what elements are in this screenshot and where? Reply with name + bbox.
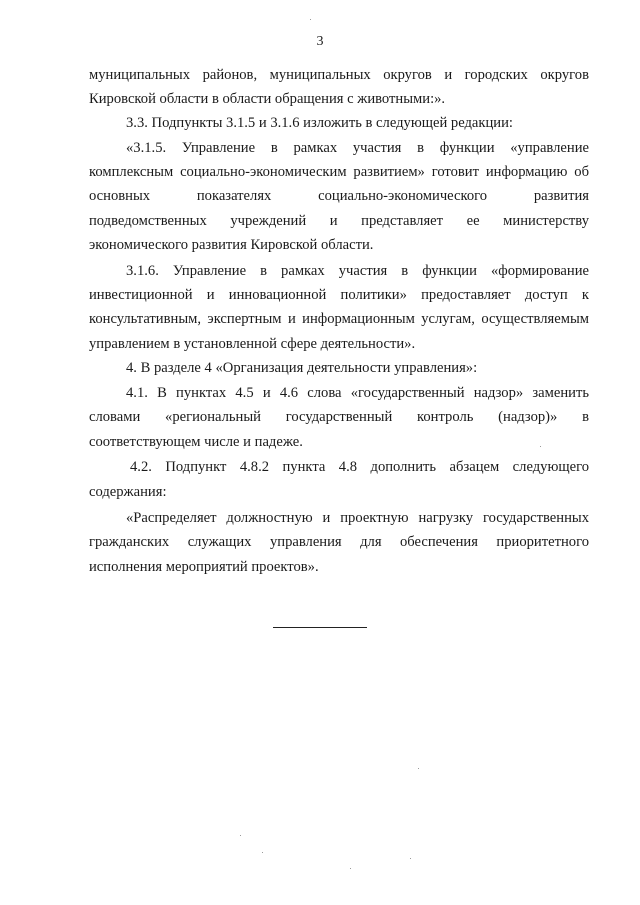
text-line: инвестиционной и инновационной политики» предоставляет доступ к: [89, 287, 589, 303]
text-line: содержания:: [89, 484, 167, 500]
page-number: 3: [316, 34, 324, 49]
text-line: муниципальных районов, муниципальных округов и городских округов: [89, 67, 589, 83]
text-line: Кировской области в области обращения с животными:».: [89, 91, 446, 107]
scan-speck: [410, 858, 411, 859]
scan-speck: [418, 768, 419, 769]
text-line: словами «региональный государственный контроль (надзор)» в: [89, 409, 589, 425]
text-line: подведомственных учреждений и представляет ее министерству: [89, 213, 589, 229]
section-heading: 4. В разделе 4 «Организация деятельности управления»:: [126, 360, 478, 376]
text-line: основных показателях социально-экономического развития: [89, 188, 589, 204]
scan-speck: [350, 868, 351, 869]
text-line: 3.3. Подпункты 3.1.5 и 3.1.6 изложить в следующей редакции:: [126, 115, 513, 131]
text-line: экономического развития Кировской области.: [89, 237, 374, 253]
scan-speck: [310, 19, 311, 20]
text-line: «Распределяет должностную и проектную нагрузку государственных: [126, 510, 589, 526]
text-line: «3.1.5. Управление в рамках участия в функции «управление: [126, 140, 589, 156]
text-line: управлением в установленной сфере деятельности».: [89, 336, 416, 352]
text-line: консультативным, экспертным и информационным услугам, осуществляемым: [89, 311, 589, 327]
text-line: 4.1. В пунктах 4.5 и 4.6 слова «государственный надзор» заменить: [126, 385, 589, 401]
scan-speck: [262, 852, 263, 853]
text-line: 3.1.6. Управление в рамках участия в функции «формирование: [126, 263, 589, 279]
text-line: исполнения мероприятий проектов».: [89, 559, 319, 575]
text-line: комплексным социально-экономическим развитием» готовит информацию об: [89, 164, 589, 180]
text-line: 4.2. Подпункт 4.8.2 пункта 4.8 дополнить абзацем следующего: [130, 459, 589, 475]
scan-speck: [240, 835, 241, 836]
text-line: соответствующем числе и падеже.: [89, 434, 303, 450]
text-line: гражданских служащих управления для обеспечения приоритетного: [89, 534, 589, 550]
closing-rule: [273, 627, 367, 628]
scan-speck: [540, 446, 541, 447]
